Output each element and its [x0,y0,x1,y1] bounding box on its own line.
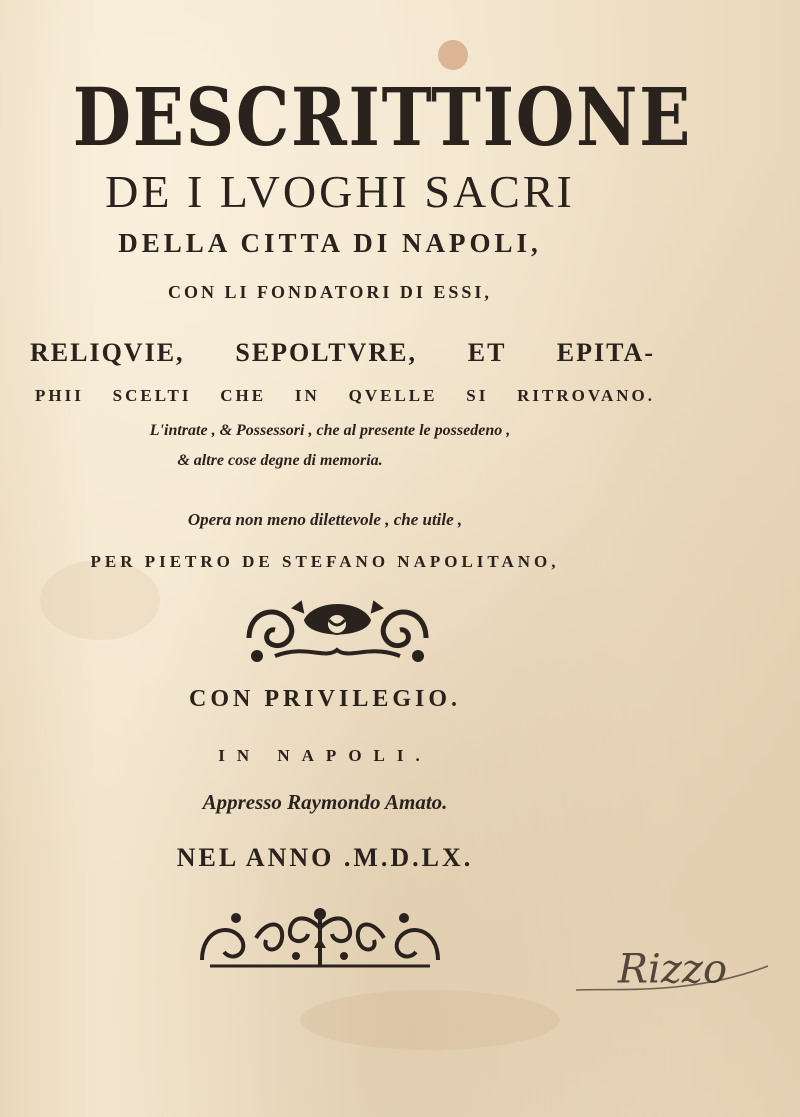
handwritten-signature [570,930,775,1015]
subtitle-citta-napoli: DELLA CITTA DI NAPOLI, [118,228,542,258]
printer-line: Appresso Raymondo Amato. [202,790,448,814]
paper-stain [40,560,160,640]
year-line: NEL ANNO .M.D.LX. [176,843,474,872]
place-line: IN NAPOLI. [218,746,432,765]
signature-text: Rizzo [617,946,728,993]
italic-intrate-line: L'intrate , & Possessori , che al presente le possedeno , [149,422,511,439]
italic-memoria-line: & altre cose degne di memoria. [177,452,383,469]
subtitle-reliquie: RELIQVIE, SEPOLTVRE, ET EPITA- [30,338,655,367]
subtitle-fondatori: CON LI FONDATORI DI ESSI, [168,282,492,302]
subtitle-epitaphii: PHII SCELTI CHE IN QVELLE SI RITROVANO. [35,386,655,405]
printers-ornament-top [245,598,430,664]
book-title: DESCRITTIONE [72,70,692,164]
paper-stain [300,990,560,1050]
printers-ornament-bottom [196,908,444,970]
subtitle-luoghi-sacri: DE I LVOGHI SACRI [105,166,575,217]
opera-line: Opera non meno dilettevole , che utile , [187,510,463,529]
privilege-line: CON PRIVILEGIO. [188,686,462,712]
paper-stain [438,40,468,70]
author-line: PER PIETRO DE STEFANO NAPOLITANO, [90,552,560,571]
